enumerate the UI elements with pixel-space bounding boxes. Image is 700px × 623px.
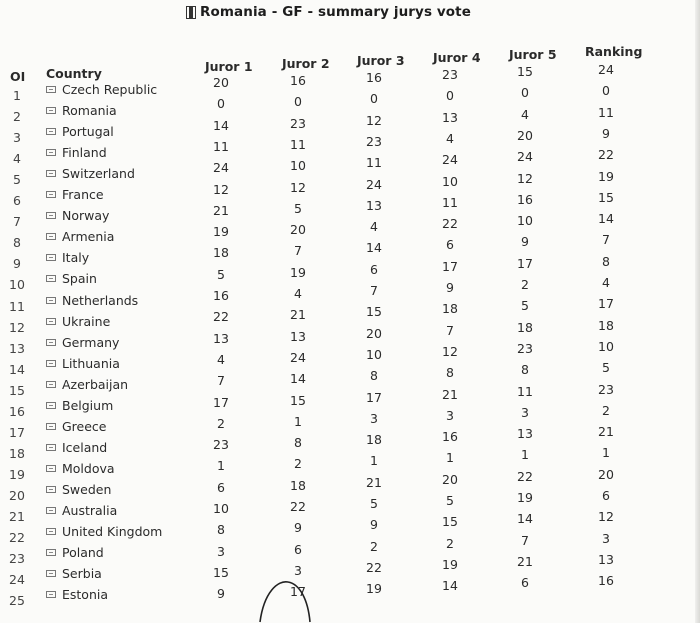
juror2-cell: 16 (290, 73, 306, 88)
juror5-cell: 13 (517, 426, 533, 442)
juror3-cell: 7 (370, 283, 378, 298)
document-title (186, 4, 471, 20)
country-name: Czech Republic (62, 82, 158, 97)
juror1-cell: 4 (217, 351, 225, 367)
country-flag-icon (46, 107, 56, 114)
ranking-cell: 2 (602, 402, 610, 418)
country-name: Estonia (62, 587, 109, 603)
country-name: Portugal (62, 124, 114, 140)
row-index: 9 (13, 256, 21, 272)
juror1-cell: 21 (213, 202, 229, 218)
juror3-cell: 16 (366, 70, 382, 85)
juror3-cell: 12 (366, 112, 382, 128)
table-row-country (46, 250, 89, 265)
table-row-country (46, 398, 113, 413)
juror1-cell: 24 (213, 160, 229, 176)
country-name: Sweden (62, 481, 112, 497)
country-name: Armenia (62, 229, 115, 245)
juror5-cell: 22 (517, 468, 533, 484)
juror4-cell: 8 (446, 365, 454, 381)
header-index: OI (10, 69, 26, 84)
juror4-cell: 23 (442, 67, 458, 82)
juror2-cell: 7 (294, 243, 302, 259)
juror5-cell: 14 (517, 511, 533, 527)
header-juror5: Juror 5 (509, 47, 557, 62)
row-index: 3 (13, 130, 21, 146)
juror1-cell: 6 (217, 479, 225, 495)
juror1-cell: 10 (213, 501, 229, 516)
juror2-cell: 4 (294, 286, 302, 301)
juror4-cell: 14 (442, 578, 458, 594)
juror5-cell: 23 (517, 340, 533, 356)
juror1-cell: 20 (213, 75, 229, 90)
juror3-cell: 8 (370, 368, 378, 384)
ranking-cell: 0 (602, 83, 610, 99)
ranking-cell: 20 (598, 466, 614, 482)
country-flag-icon (46, 591, 56, 598)
juror4-cell: 2 (446, 535, 454, 551)
ranking-cell: 22 (598, 147, 614, 163)
juror2-cell: 3 (294, 562, 302, 578)
juror1-cell: 9 (217, 586, 225, 602)
juror5-cell: 2 (521, 277, 529, 292)
row-index: 23 (9, 551, 25, 567)
juror5-cell: 11 (517, 383, 533, 399)
juror2-cell: 14 (290, 371, 306, 387)
table-row-country (46, 208, 109, 223)
table-row-country (46, 566, 102, 581)
juror4-cell: 0 (446, 88, 454, 104)
juror5-cell: 7 (521, 532, 529, 548)
country-flag-icon (46, 486, 56, 493)
country-name: Norway (62, 208, 110, 224)
juror4-cell: 11 (442, 194, 458, 210)
juror5-cell: 1 (521, 447, 529, 463)
country-name: France (62, 187, 104, 203)
row-index: 21 (9, 509, 25, 524)
header-country: Country (46, 66, 102, 81)
country-name: Belgium (62, 397, 114, 413)
header-juror3: Juror 3 (357, 53, 405, 68)
country-flag-icon (46, 318, 56, 325)
ranking-cell: 21 (598, 424, 614, 440)
scan-edge (695, 0, 700, 623)
juror4-cell: 6 (446, 237, 454, 253)
table-row-country (46, 356, 120, 371)
juror5-cell: 21 (517, 553, 533, 569)
juror3-cell: 20 (366, 325, 382, 341)
juror3-cell: 2 (370, 538, 378, 554)
juror3-cell: 14 (366, 240, 382, 256)
juror4-cell: 13 (442, 109, 458, 125)
juror1-cell: 2 (217, 415, 225, 431)
country-flag-icon (46, 233, 56, 240)
juror4-cell: 9 (446, 280, 454, 295)
juror1-cell: 11 (213, 138, 229, 154)
juror4-cell: 21 (442, 386, 458, 402)
ranking-cell: 12 (598, 509, 614, 525)
ranking-cell: 24 (598, 62, 614, 77)
table-row-country (46, 461, 115, 476)
ranking-cell: 5 (602, 360, 610, 376)
country-name: Romania (62, 103, 117, 119)
ranking-cell: 1 (602, 445, 610, 461)
juror1-cell: 8 (217, 522, 225, 538)
country-flag-icon (46, 465, 56, 472)
country-flag-icon (46, 360, 56, 367)
ranking-cell: 8 (602, 253, 610, 269)
juror4-cell: 3 (446, 407, 454, 423)
country-name: Serbia (62, 566, 102, 582)
row-index: 12 (9, 319, 25, 335)
country-name: Lithuania (62, 355, 120, 371)
ranking-cell: 16 (598, 573, 614, 589)
table-row-country (46, 124, 114, 139)
country-name: Germany (62, 334, 120, 350)
juror3-cell: 22 (366, 559, 382, 575)
juror4-cell: 7 (446, 322, 454, 338)
ranking-cell: 15 (598, 189, 614, 205)
table-row-country (46, 166, 135, 181)
juror3-cell: 13 (366, 197, 382, 213)
juror4-cell: 17 (442, 258, 458, 274)
juror2-cell: 10 (290, 158, 306, 174)
row-index: 2 (13, 109, 21, 125)
ranking-cell: 11 (598, 104, 614, 120)
juror5-cell: 0 (521, 85, 529, 101)
juror4-cell: 18 (442, 301, 458, 317)
juror2-cell: 9 (294, 520, 302, 536)
juror5-cell: 5 (521, 298, 529, 314)
row-index: 5 (13, 172, 21, 188)
country-flag-icon (46, 128, 56, 135)
juror3-cell: 9 (370, 517, 378, 533)
country-flag-icon (46, 381, 56, 388)
juror2-cell: 19 (290, 264, 306, 280)
country-name: Iceland (62, 439, 108, 455)
juror2-cell: 15 (290, 392, 306, 408)
ranking-cell: 3 (602, 530, 610, 546)
table-row-country (46, 503, 117, 518)
row-index: 22 (9, 530, 25, 546)
juror2-cell: 20 (290, 222, 306, 238)
country-flag-icon (46, 275, 56, 282)
juror2-cell: 22 (290, 499, 306, 514)
document-title-text: Romania - GF - summary jurys vote (200, 4, 471, 20)
table-row-country (46, 377, 128, 392)
row-index: 10 (9, 277, 25, 293)
table-row-country (46, 314, 110, 329)
juror4-cell: 10 (442, 173, 458, 189)
row-index: 15 (9, 382, 25, 398)
juror1-cell: 17 (213, 394, 229, 410)
juror1-cell: 1 (217, 458, 225, 474)
country-name: Greece (62, 418, 107, 434)
pen-mark-icon (256, 578, 316, 623)
ranking-cell: 17 (598, 296, 614, 312)
juror3-cell: 11 (366, 155, 382, 171)
table-row-country (46, 103, 117, 118)
juror4-cell: 15 (442, 514, 458, 530)
juror3-cell: 1 (370, 453, 378, 469)
juror3-cell: 19 (366, 581, 382, 597)
row-index: 4 (13, 151, 21, 167)
juror2-cell: 1 (294, 413, 302, 429)
row-index: 17 (9, 424, 25, 440)
ranking-cell: 6 (602, 488, 610, 503)
ranking-cell: 13 (598, 551, 614, 567)
table-row-country (46, 545, 104, 560)
juror5-cell: 9 (521, 234, 529, 250)
juror2-cell: 12 (290, 179, 306, 195)
country-name: Switzerland (62, 166, 135, 182)
juror2-cell: 11 (290, 136, 306, 152)
country-name: Poland (62, 545, 104, 561)
country-name: Netherlands (62, 292, 139, 308)
country-flag-icon (46, 507, 56, 514)
romania-flag-icon (186, 6, 196, 19)
juror3-cell: 4 (370, 219, 378, 235)
juror4-cell: 5 (446, 493, 454, 508)
country-name: Finland (62, 145, 107, 161)
header-juror4: Juror 4 (433, 50, 481, 65)
header-juror1: Juror 1 (205, 59, 253, 74)
juror1-cell: 7 (217, 373, 225, 389)
juror5-cell: 15 (517, 64, 533, 79)
juror1-cell: 22 (213, 309, 229, 325)
juror4-cell: 24 (442, 152, 458, 168)
juror2-cell: 13 (290, 328, 306, 344)
juror1-cell: 0 (217, 96, 225, 112)
ranking-cell: 19 (598, 168, 614, 184)
row-index: 18 (9, 445, 25, 461)
table-row-country (46, 419, 107, 434)
juror3-cell: 17 (366, 389, 382, 405)
juror5-cell: 19 (517, 490, 533, 505)
country-name: Australia (62, 503, 118, 518)
juror5-cell: 6 (521, 575, 529, 591)
juror1-cell: 19 (213, 224, 229, 240)
juror3-cell: 3 (370, 410, 378, 426)
juror3-cell: 0 (370, 91, 378, 107)
table-row-country (46, 271, 97, 286)
juror5-cell: 20 (517, 127, 533, 143)
juror1-cell: 16 (213, 288, 229, 303)
row-index: 8 (13, 235, 21, 251)
country-flag-icon (46, 86, 56, 93)
row-index: 11 (9, 298, 25, 314)
juror2-cell: 5 (294, 200, 302, 216)
juror1-cell: 13 (213, 330, 229, 346)
juror2-cell: 6 (294, 541, 302, 557)
ranking-cell: 10 (598, 338, 614, 354)
juror5-cell: 8 (521, 362, 529, 378)
juror3-cell: 24 (366, 176, 382, 192)
table-row-country (46, 187, 104, 202)
juror3-cell: 21 (366, 474, 382, 490)
juror2-cell: 0 (294, 94, 302, 110)
header-ranking: Ranking (585, 44, 643, 59)
country-name: Ukraine (62, 313, 111, 329)
juror1-cell: 15 (213, 564, 229, 580)
juror2-cell: 8 (294, 435, 302, 451)
table-row-country (46, 229, 114, 244)
country-flag-icon (46, 170, 56, 177)
juror2-cell: 24 (290, 349, 306, 365)
juror1-cell: 18 (213, 245, 229, 261)
table-row-country (46, 482, 111, 497)
ranking-cell: 7 (602, 232, 610, 248)
juror4-cell: 1 (446, 450, 454, 466)
country-name: Italy (62, 250, 90, 266)
juror5-cell: 17 (517, 255, 533, 271)
juror3-cell: 23 (366, 133, 382, 149)
country-name: United Kingdom (62, 524, 163, 540)
row-index: 20 (9, 487, 25, 503)
juror5-cell: 24 (517, 149, 533, 165)
country-name: Azerbaijan (62, 376, 129, 392)
row-index: 25 (9, 593, 25, 609)
ranking-cell: 14 (598, 211, 614, 227)
juror4-cell: 16 (442, 429, 458, 445)
row-index: 13 (9, 340, 25, 356)
juror4-cell: 19 (442, 556, 458, 572)
juror3-cell: 6 (370, 261, 378, 277)
juror1-cell: 23 (213, 437, 229, 453)
juror4-cell: 4 (446, 130, 454, 146)
table-row-country (46, 587, 108, 602)
table-row-country (46, 145, 107, 160)
juror5-cell: 10 (517, 213, 533, 229)
row-index: 16 (9, 403, 25, 419)
country-name: Spain (62, 271, 97, 287)
juror1-cell: 5 (217, 266, 225, 282)
table-row-country (46, 440, 107, 455)
juror5-cell: 16 (517, 191, 533, 207)
juror4-cell: 22 (442, 216, 458, 232)
row-index: 19 (9, 466, 25, 482)
country-flag-icon (46, 191, 56, 198)
juror5-cell: 18 (517, 319, 533, 335)
row-index: 14 (9, 361, 25, 377)
juror4-cell: 12 (442, 343, 458, 359)
ranking-cell: 18 (598, 317, 614, 333)
row-index: 1 (13, 88, 21, 103)
juror2-cell: 2 (294, 456, 302, 472)
juror2-cell: 23 (290, 115, 306, 131)
ranking-cell: 9 (602, 125, 610, 141)
table-row-country (46, 82, 157, 97)
country-flag-icon (46, 212, 56, 219)
country-flag-icon (46, 339, 56, 346)
country-flag-icon (46, 297, 56, 304)
country-flag-icon (46, 149, 56, 156)
row-index: 24 (9, 572, 25, 588)
juror1-cell: 12 (213, 181, 229, 197)
juror3-cell: 5 (370, 496, 378, 511)
row-index: 7 (13, 214, 21, 230)
country-flag-icon (46, 444, 56, 451)
juror3-cell: 18 (366, 432, 382, 448)
juror1-cell: 14 (213, 117, 229, 133)
country-flag-icon (46, 528, 56, 535)
juror5-cell: 3 (521, 404, 529, 420)
juror2-cell: 21 (290, 307, 306, 323)
juror2-cell: 17 (290, 584, 306, 600)
table-row-country (46, 335, 119, 350)
juror3-cell: 10 (366, 346, 382, 362)
country-flag-icon (46, 423, 56, 430)
country-flag-icon (46, 402, 56, 409)
country-flag-icon (46, 254, 56, 261)
juror2-cell: 18 (290, 477, 306, 493)
ranking-cell: 23 (598, 381, 614, 397)
juror1-cell: 3 (217, 543, 225, 559)
juror4-cell: 20 (442, 471, 458, 487)
table-row-country (46, 524, 162, 539)
ranking-cell: 4 (602, 275, 610, 290)
juror5-cell: 12 (517, 170, 533, 186)
table-row-country (46, 293, 138, 308)
country-flag-icon (46, 570, 56, 577)
row-index: 6 (13, 193, 21, 209)
juror5-cell: 4 (521, 106, 529, 122)
juror3-cell: 15 (366, 304, 382, 320)
country-name: Moldova (62, 460, 115, 476)
country-flag-icon (46, 549, 56, 556)
header-juror2: Juror 2 (282, 56, 330, 71)
